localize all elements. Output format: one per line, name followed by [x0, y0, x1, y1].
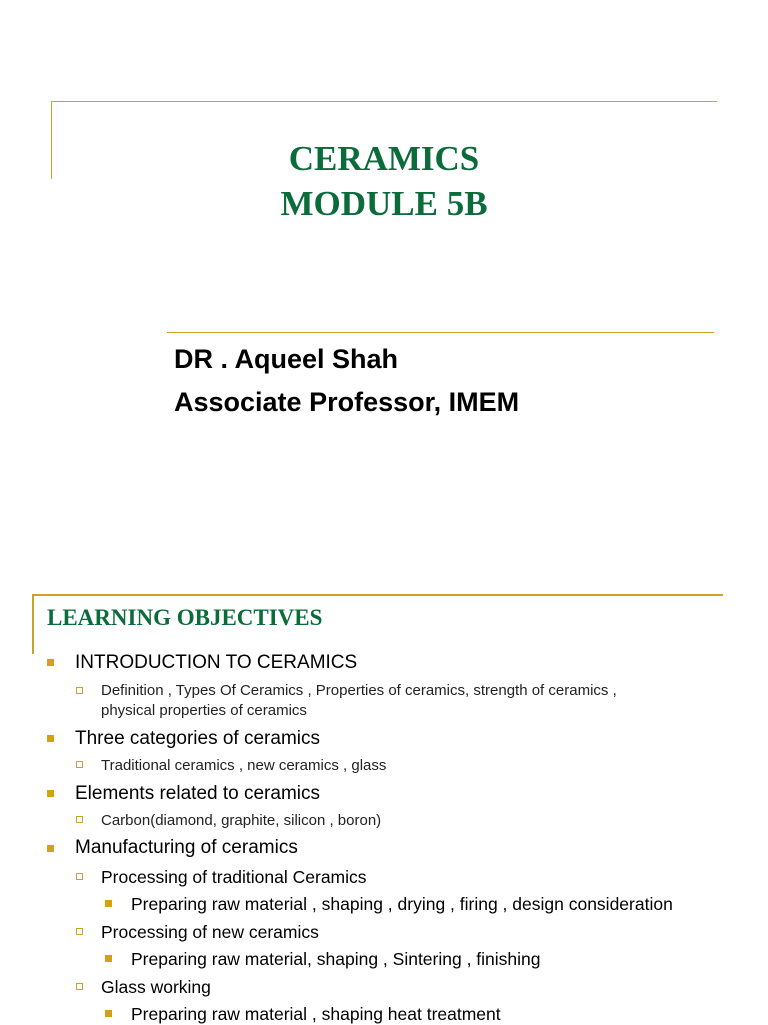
list-item: Preparing raw material , shaping , drying , firing , design consideration: [131, 894, 673, 914]
list-item: physical properties of ceramics: [101, 702, 307, 719]
list-item: Preparing raw material, shaping , Sintering , finishing: [131, 949, 541, 969]
title-line-2: MODULE 5B: [280, 184, 488, 223]
square-bullet-icon: [47, 845, 54, 852]
header-rule-top: [32, 594, 723, 596]
list-item: Glass working: [101, 977, 211, 997]
list-item: Processing of traditional Ceramics: [101, 867, 367, 887]
author-position: Associate Professor, IMEM: [174, 387, 520, 417]
objectives-slide: [0, 560, 768, 1024]
author-name: DR . Aqueel Shah: [174, 344, 399, 374]
list-item: Processing of new ceramics: [101, 922, 319, 942]
title-line-1: CERAMICS: [288, 139, 480, 178]
open-square-bullet-icon: [76, 928, 83, 935]
square-bullet-icon: [47, 659, 54, 666]
objectives-heading: LEARNING OBJECTIVES: [47, 605, 323, 630]
list-item: Definition , Types Of Ceramics , Properties of ceramics, strength of ceramics ,: [101, 682, 617, 699]
slide-subtitle: [174, 338, 519, 424]
open-square-bullet-icon: [76, 983, 83, 990]
list-item: Carbon(diamond, graphite, silicon , boron): [101, 812, 382, 829]
slide-title: [0, 136, 768, 226]
square-bullet-icon: [105, 955, 112, 962]
header-rule-left: [32, 594, 34, 654]
list-item: Preparing raw material , shaping heat treatment: [131, 1004, 501, 1024]
open-square-bullet-icon: [76, 816, 83, 823]
square-bullet-icon: [105, 900, 112, 907]
square-bullet-icon: [47, 735, 54, 742]
frame-rule-top: [51, 101, 717, 102]
open-square-bullet-icon: [76, 873, 83, 880]
list-item: Traditional ceramics , new ceramics , glass: [101, 757, 387, 774]
list-item: Manufacturing of ceramics: [75, 837, 298, 858]
open-square-bullet-icon: [76, 761, 83, 768]
list-item: Three categories of ceramics: [75, 728, 320, 749]
square-bullet-icon: [105, 1010, 112, 1017]
list-item: INTRODUCTION TO CERAMICS: [75, 652, 358, 673]
subtitle-divider: [167, 332, 714, 333]
list-item: Elements related to ceramics: [75, 783, 320, 804]
open-square-bullet-icon: [76, 687, 83, 694]
square-bullet-icon: [47, 790, 54, 797]
